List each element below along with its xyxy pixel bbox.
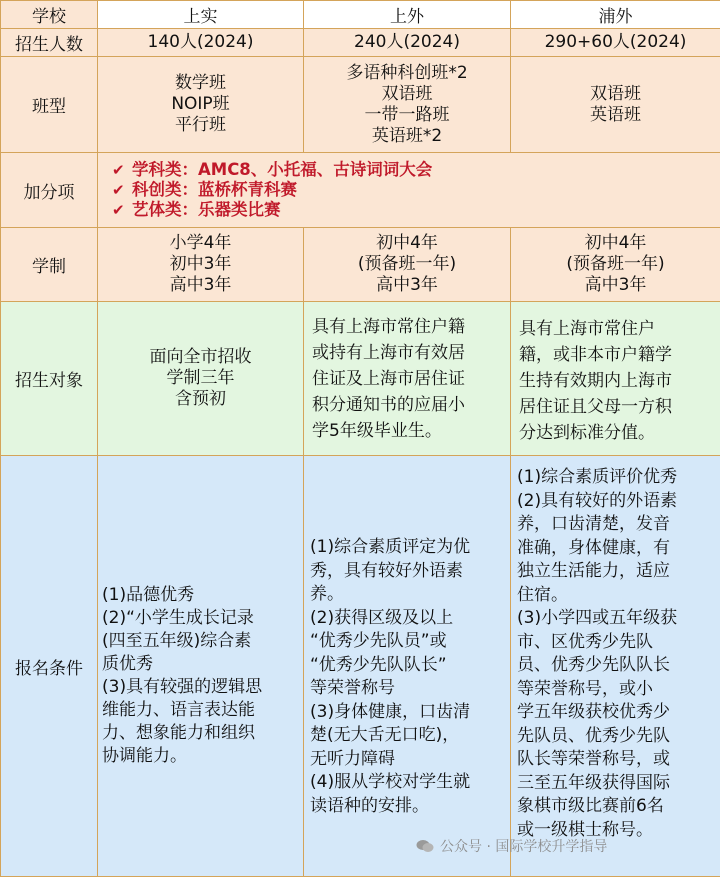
requirement-line: (1)综合素质评定为优 <box>310 537 471 557</box>
requirement-line: 员、优秀少先队队长 <box>517 655 670 675</box>
target-line: 分达到标准分值。 <box>519 423 655 443</box>
requirement-line: (四至五年级)综合素 <box>102 631 252 651</box>
school-name-shangwai: 上外 <box>304 1 511 29</box>
class-type-item: 多语种科创班*2 <box>346 62 468 83</box>
bonus-item <box>98 180 720 200</box>
target-line: 具有上海市常住户 <box>519 319 655 339</box>
class-types-shangshi <box>98 57 304 153</box>
requirement-line: 三至五年级获得国际 <box>517 772 670 793</box>
requirement-line: 协调能力。 <box>102 746 187 766</box>
requirements-shangshi <box>98 456 304 877</box>
bonus-item-text: 科创类：蓝桥杯青科赛 <box>132 180 297 199</box>
class-types-shangwai <box>304 57 511 153</box>
requirement-line: 养，口齿清楚，发音 <box>517 514 670 534</box>
requirement-line: 学五年级获校优秀少 <box>517 702 670 722</box>
target-line: 学制三年 <box>166 368 235 388</box>
target-row <box>1 302 720 456</box>
school-system-item: 小学4年 <box>169 233 232 253</box>
bonus-item-text: 学科类：AMC8、小托福、古诗词词大会 <box>132 160 433 179</box>
requirement-line: 市、区优秀少先队 <box>517 631 653 652</box>
school-name-shangshi: 上实 <box>98 1 304 29</box>
requirements-puwai <box>511 456 720 877</box>
enrollment-shangwai: 240人(2024) <box>304 29 511 57</box>
requirements-label: 报名条件 <box>1 456 98 877</box>
requirement-line: 维能力、语言表达能 <box>102 700 255 720</box>
requirement-line: (3)小学四或五年级获 <box>517 608 678 628</box>
requirement-line: 质优秀 <box>102 654 153 674</box>
requirement-line: (2)获得区级及以上 <box>310 607 454 628</box>
class-type-item: 英语班 <box>590 104 641 125</box>
school-system-shangwai <box>304 228 511 302</box>
requirement-line: 等荣誉称号 <box>310 678 395 698</box>
requirement-line: “优秀少先队队长” <box>310 654 447 675</box>
requirement-line: 养。 <box>310 584 344 604</box>
school-system-puwai <box>511 228 720 302</box>
requirement-line: 秀，具有较好外语素 <box>310 560 463 581</box>
wechat-icon <box>416 839 434 853</box>
bonus-row <box>1 153 720 228</box>
class-type-item: 双语班 <box>381 83 433 104</box>
requirement-line: (2)“小学生成长记录 <box>102 608 254 628</box>
requirement-line: (2)具有较好的外语素 <box>517 490 678 511</box>
school-system-item: (预备班一年) <box>357 254 457 274</box>
school-system-item: (预备班一年) <box>566 254 665 274</box>
class-types-label: 班型 <box>1 57 98 153</box>
enrollment-label: 招生人数 <box>1 29 98 57</box>
requirement-line: 准确，身体健康，有 <box>517 537 670 558</box>
school-name-puwai: 浦外 <box>511 1 720 29</box>
target-line: 具有上海市常住户籍 <box>312 316 465 337</box>
school-system-item: 高中3年 <box>584 275 647 295</box>
target-line: 或持有上海市有效居 <box>312 342 465 363</box>
requirement-line: (3)身体健康，口齿清 <box>310 701 471 722</box>
school-system-item: 初中3年 <box>169 254 232 274</box>
bonus-item-text: 艺体类：乐器类比赛 <box>132 200 281 219</box>
requirement-line: 或一级棋士称号。 <box>517 819 653 840</box>
checkmark-icon: ✔ <box>112 181 125 199</box>
school-system-item: 高中3年 <box>169 275 232 295</box>
bonus-items <box>98 153 720 228</box>
school-system-item: 初中4年 <box>584 233 647 253</box>
requirement-line: (1)品德优秀 <box>102 585 195 605</box>
class-type-item: 平行班 <box>175 115 226 135</box>
bonus-label: 加分项 <box>1 153 98 228</box>
school-system-item: 初中4年 <box>376 233 438 253</box>
requirement-line: 住宿。 <box>517 584 568 605</box>
requirement-line: (3)具有较强的逻辑思 <box>102 677 263 697</box>
target-label: 招生对象 <box>1 302 98 456</box>
class-type-item: 双语班 <box>590 83 641 104</box>
requirement-line: 读语种的安排。 <box>310 795 429 816</box>
requirement-line: 无听力障碍 <box>310 748 395 769</box>
class-type-item: 数学班 <box>175 73 226 93</box>
header-row <box>1 1 720 29</box>
class-type-item: NOIP班 <box>171 94 230 114</box>
requirement-line: 队长等荣誉称号，或 <box>517 749 670 769</box>
requirement-line: 独立生活能力，适应 <box>517 561 670 581</box>
watermark <box>416 836 607 856</box>
target-line: 积分通知书的应届小 <box>312 394 465 415</box>
requirement-line: 先队员、优秀少先队 <box>517 725 670 746</box>
requirements-row <box>1 456 720 877</box>
target-line: 面向全市招收 <box>149 347 252 367</box>
target-line: 生持有效期内上海市 <box>519 371 672 391</box>
bonus-item <box>98 200 720 220</box>
bonus-item <box>98 160 720 180</box>
requirement-line: (4)服从学校对学生就 <box>310 772 471 792</box>
target-shangshi <box>98 302 304 456</box>
requirements-shangwai <box>304 456 511 877</box>
checkmark-icon: ✔ <box>112 201 125 219</box>
target-line: 籍，或非本市户籍学 <box>519 345 672 365</box>
header-label: 学校 <box>1 1 98 29</box>
checkmark-icon: ✔ <box>112 161 125 179</box>
target-line: 学5年级毕业生。 <box>312 420 442 441</box>
school-system-row <box>1 228 720 302</box>
enrollment-puwai: 290+60人(2024) <box>511 29 720 57</box>
requirement-line: 等荣誉称号，或小 <box>517 678 653 699</box>
target-puwai <box>511 302 720 456</box>
school-system-label: 学制 <box>1 228 98 302</box>
school-system-item: 高中3年 <box>376 275 438 295</box>
requirement-line: 楚(无大舌无口吃)， <box>310 725 460 745</box>
school-system-shangshi <box>98 228 304 302</box>
class-type-item: 一带一路班 <box>364 104 450 125</box>
target-line: 居住证且父母一方积 <box>519 397 672 417</box>
requirement-line: 力、想象能力和组织 <box>102 723 255 743</box>
enrollment-shangshi: 140人(2024) <box>98 29 304 57</box>
requirement-line: 象棋市级比赛前6名 <box>517 796 664 816</box>
class-types-row <box>1 57 720 153</box>
requirement-line: (1)综合素质评价优秀 <box>517 467 678 487</box>
target-shangwai <box>304 302 511 456</box>
target-line: 住证及上海市居住证 <box>312 368 465 389</box>
enrollment-row <box>1 29 720 57</box>
watermark-text: 公众号 · 国际学校升学指导 <box>440 839 608 855</box>
target-line: 含预初 <box>175 389 226 409</box>
class-type-item: 英语班*2 <box>371 125 443 146</box>
class-types-puwai <box>511 57 720 153</box>
requirement-line: “优秀少先队员”或 <box>310 631 447 651</box>
